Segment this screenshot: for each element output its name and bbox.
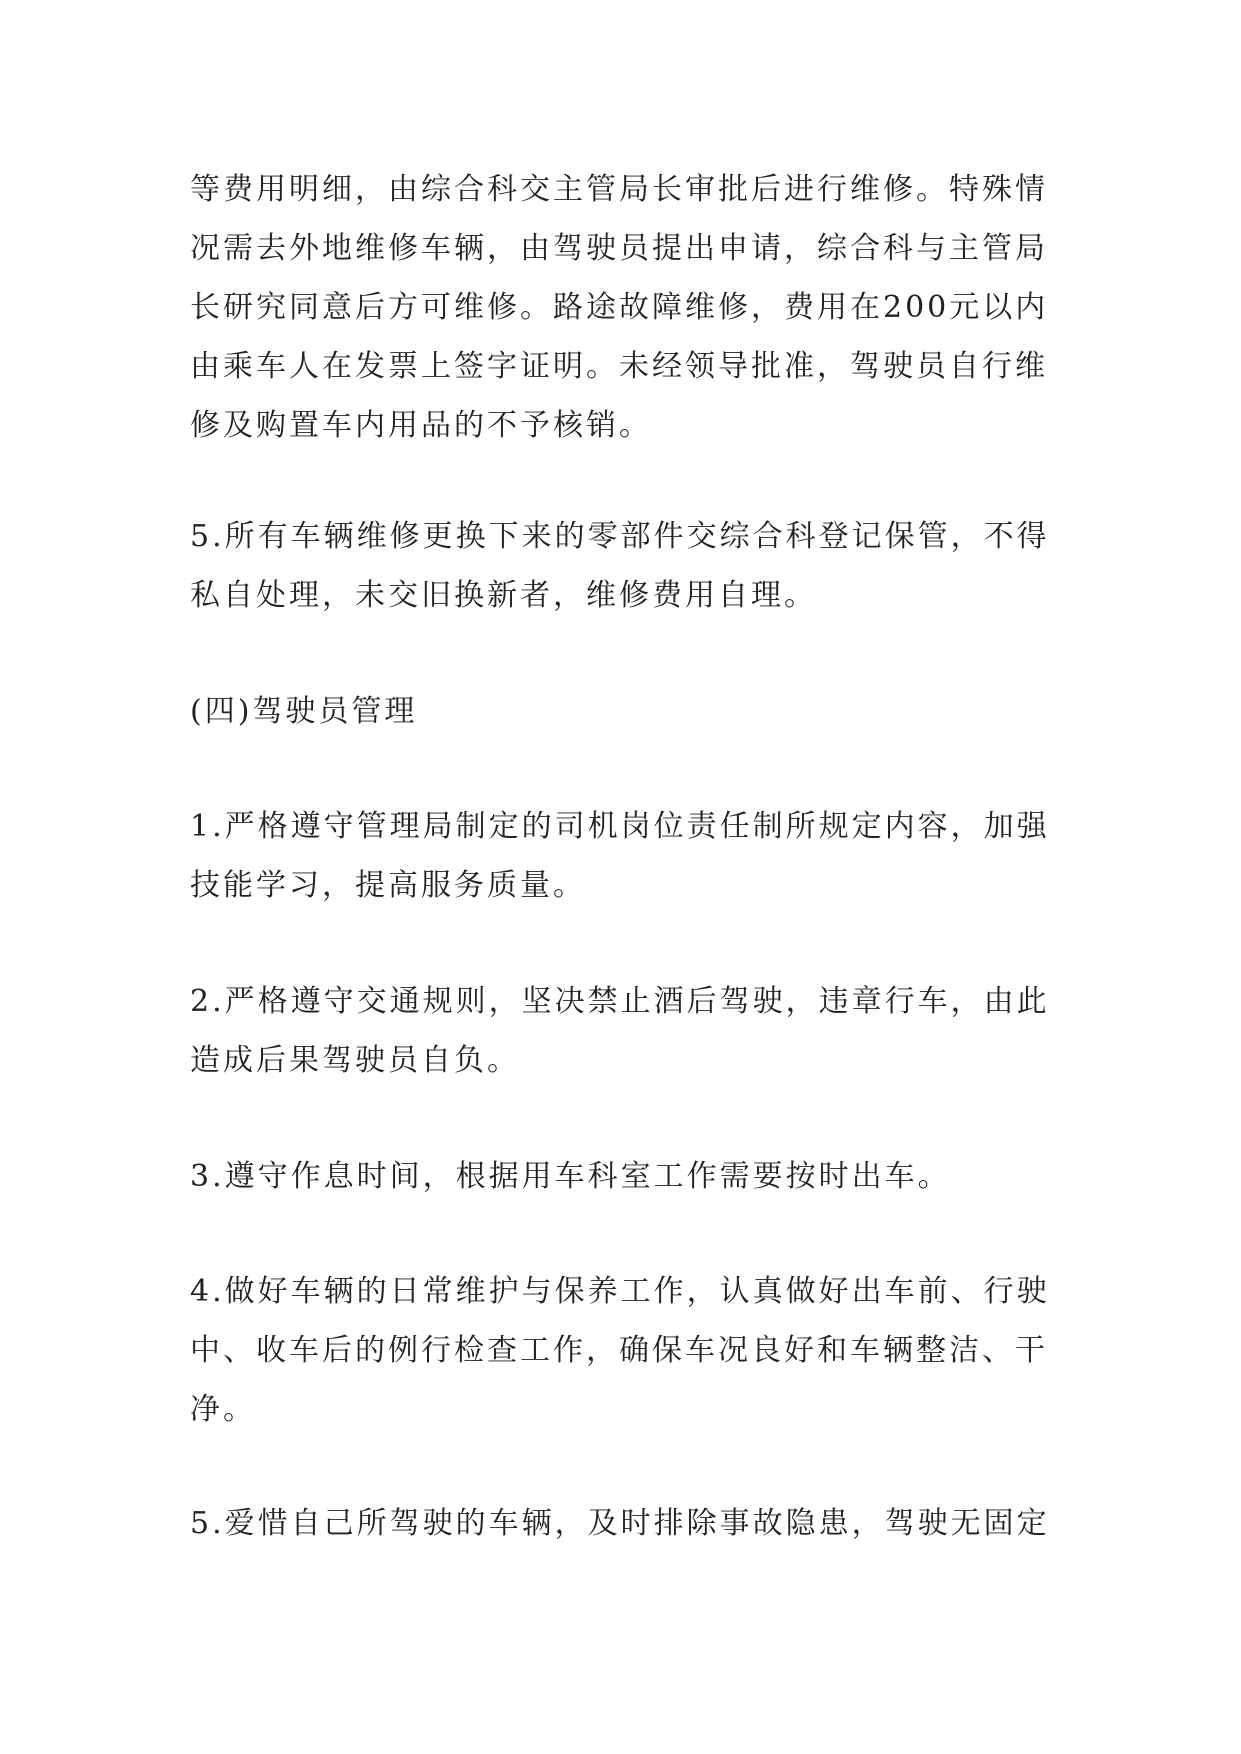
paragraph-item-4 (190, 1262, 1060, 1439)
text-line: 长研究同意后方可维修。路途故障维修，费用在200元以内 (190, 290, 1049, 325)
text-line: 净。 (190, 1392, 256, 1427)
paragraph-item-5-driving (190, 1494, 1060, 1553)
paragraph-item-1 (190, 797, 1060, 915)
text-line: 4.做好车辆的日常维护与保养工作，认真做好出车前、行驶 (190, 1274, 1050, 1309)
section-heading-driver-management (190, 682, 1060, 741)
paragraph-item-2 (190, 972, 1060, 1090)
text-line: 造成后果驾驶员自负。 (190, 1043, 520, 1078)
section-heading: (四)驾驶员管理 (190, 694, 418, 729)
text-line: 1.严格遵守管理局制定的司机岗位责任制所规定内容，加强 (190, 809, 1050, 844)
text-line: 由乘车人在发票上签字证明。未经领导批准，驾驶员自行维 (190, 349, 1048, 384)
paragraph-item-5-parts (190, 507, 1060, 625)
text-line: 2.严格遵守交通规则，坚决禁止酒后驾驶，违章行车，由此 (190, 984, 1050, 1019)
paragraph-maintenance-cost (190, 160, 1060, 455)
text-line: 3.遵守作息时间，根据用车科室工作需要按时出车。 (190, 1159, 951, 1194)
text-line: 修及购置车内用品的不予核销。 (190, 408, 652, 443)
text-line: 私自处理，未交旧换新者，维修费用自理。 (190, 578, 817, 613)
text-line: 5.所有车辆维修更换下来的零部件交综合科登记保管，不得 (190, 519, 1050, 554)
text-line: 况需去外地维修车辆，由驾驶员提出申请，综合科与主管局 (190, 231, 1048, 266)
text-line: 5.爱惜自己所驾驶的车辆，及时排除事故隐患，驾驶无固定 (190, 1506, 1050, 1541)
text-line: 等费用明细，由综合科交主管局长审批后进行维修。特殊情 (190, 172, 1048, 207)
paragraph-item-3 (190, 1147, 1060, 1206)
text-line: 技能学习，提高服务质量。 (190, 868, 586, 903)
text-line: 中、收车后的例行检查工作，确保车况良好和车辆整洁、干 (190, 1333, 1048, 1368)
